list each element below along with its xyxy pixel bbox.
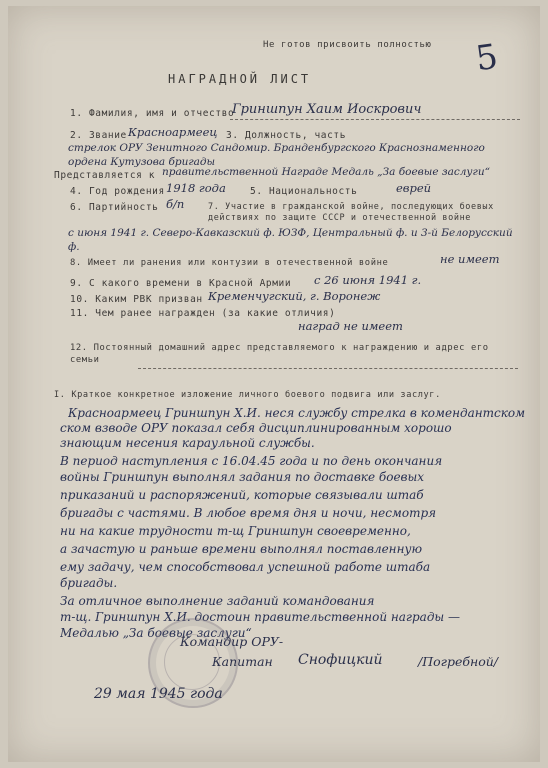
field-9-value: с 26 июня 1941 г. xyxy=(314,273,422,287)
body-line: т-щ. Гриншпун Х.И. достоин правительственной награды — xyxy=(60,610,461,624)
document-title: НАГРАДНОЙ ЛИСТ xyxy=(168,72,312,86)
body-line: ему задачу, чем способствовал успешной работе штаба xyxy=(60,560,431,574)
body-line: ни на какие трудности т-щ Гриншпун своевременно, xyxy=(60,524,411,538)
document-date: 29 мая 1945 года xyxy=(94,686,223,702)
handwritten-mark: 5 xyxy=(473,36,501,80)
body-line: Красноармеец Гриншпун Х.И. неся службу стрелка в комендантском xyxy=(68,406,526,420)
summary-label: I. Краткое конкретное изложение личного боевого подвига или заслуг. xyxy=(54,390,441,400)
field-6-label: 6. Партийность xyxy=(70,202,159,213)
field-1-value: Гриншпун Хаим Иоскрович xyxy=(232,102,422,117)
field-2-value: Красноармеец xyxy=(128,125,218,139)
field-11-label: 11. Чем ранее награжден (за какие отличия) xyxy=(70,308,336,319)
body-line: В период наступления с 16.04.45 года и по день окончания xyxy=(60,454,443,468)
body-line: бригады с частями. В любое время дня и ночи, несмотря xyxy=(60,506,437,520)
body-line: ском взводе ОРУ показал себя дисциплинированным хорошо xyxy=(60,421,452,435)
field-6-value: б/п xyxy=(166,197,185,211)
field-9-label: 9. С какого времени в Красной Армии xyxy=(70,278,292,289)
field-3-value: стрелок ОРУ Зенитного Сандомир. Бранденбургского Краснознаменного xyxy=(68,142,485,154)
field-3-label: 3. Должность, часть xyxy=(226,130,347,141)
body-line: приказаний и распоряжений, которые связывали штаб xyxy=(60,488,424,502)
field-7-label: 7. Участие в гражданской войне, последующих боевых действиях по защите СССР и отечественной войне xyxy=(208,202,494,223)
body-line: бригады. xyxy=(60,576,118,590)
field-7-value: с июня 1941 г. Северо-Кавказский ф. ЮЗФ, Центральный ф. и 3-й Белорусский ф. xyxy=(68,227,513,253)
presented-label: Представляется к xyxy=(54,170,156,181)
presented-value: правительственной Награде Медаль „За боевые заслуги“ xyxy=(162,166,490,178)
field-8-label: 8. Имеет ли ранения или контузии в отечественной войне xyxy=(70,258,389,268)
field-4-value: 1918 года xyxy=(166,181,226,195)
body-line: знающим несения караульной службы. xyxy=(60,436,315,450)
signature-title-2: Капитан xyxy=(212,654,273,669)
field-3-value-2: ордена Кутузова бригады xyxy=(68,156,216,168)
top-right-note: Не готов присвоить полностью xyxy=(263,40,432,50)
field-1-label: 1. Фамилия, имя и отчество xyxy=(70,108,235,119)
field-5-value: еврей xyxy=(396,181,432,195)
field-2-label: 2. Звание xyxy=(70,130,127,141)
body-line: а зачастую и раньше времени выполнял поставленную xyxy=(60,542,423,556)
field-5-label: 5. Национальность xyxy=(250,186,358,197)
award-sheet xyxy=(8,6,540,762)
field-10-label: 10. Каким РВК призван xyxy=(70,294,203,305)
body-line: За отличное выполнение заданий командования xyxy=(60,594,375,608)
signer-name: /Погребной/ xyxy=(418,654,499,669)
body-line: войны Гриншпун выполнял задания по доставке боевых xyxy=(60,470,425,484)
field-12-label: 12. Постоянный домашний адрес представляемого к награждению и адрес его семьи xyxy=(70,343,489,365)
field-11-value: наград не имеет xyxy=(298,319,403,333)
signature: Снофицкий xyxy=(298,652,383,668)
field-8-value: не имеет xyxy=(440,252,500,266)
signature-title-1: Командир ОРУ- xyxy=(180,634,284,649)
field-10-value: Кременчугский, г. Воронеж xyxy=(208,289,381,303)
field-4-label: 4. Год рождения xyxy=(70,186,165,197)
body-line: Медалью „За боевые заслуги“ xyxy=(60,626,252,640)
